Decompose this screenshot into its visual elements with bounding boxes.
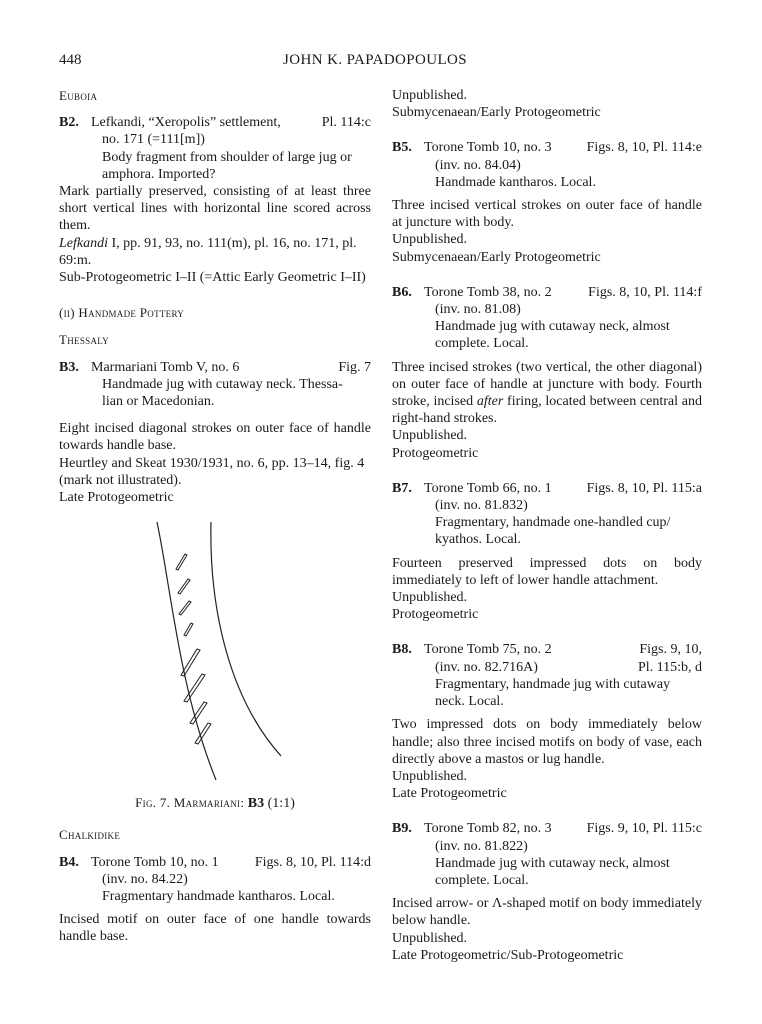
catalog-entry-b3 <box>59 359 371 507</box>
left-column <box>59 87 371 946</box>
right-column <box>392 87 702 964</box>
entry-plate-ref: Pl. 115:b, d <box>637 659 702 675</box>
entry-figure-ref: Figs. 8, 10, Pl. 115:a <box>586 480 702 496</box>
entry-title: Torone Tomb 10, no. 3 <box>424 140 552 156</box>
entry-date: Submycenaean/Early Protogeometric <box>392 249 601 265</box>
entry-description-line: neck. Local. <box>435 694 504 710</box>
catalog-entry-b2 <box>59 114 371 286</box>
entry-figure-ref: Pl. 114:c <box>321 115 371 131</box>
entry-description-line: Fragmentary, handmade jug with cutaway <box>435 676 671 692</box>
entry-description-line: Body fragment from shoulder of large jug or <box>102 149 352 165</box>
entry-description-line: complete. Local. <box>435 872 529 888</box>
catalog-entry-b4 <box>59 854 371 946</box>
entry-description-line: lian or Macedonian. <box>102 394 215 410</box>
handle-outline-left <box>157 522 216 780</box>
entry-date: Submycenaean/Early Protogeometric <box>392 105 601 121</box>
entry-publication: Unpublished. <box>392 232 468 248</box>
entry-inventory: (inv. no. 84.04) <box>435 157 521 173</box>
entry-description-line: Handmade jug with cutaway neck, almost <box>435 855 670 871</box>
entry-publication: Unpublished. <box>392 88 468 103</box>
entry-id: B8. <box>392 642 412 658</box>
entry-id: B6. <box>392 284 412 300</box>
catalog-entry-b6 <box>392 284 702 462</box>
incised-stroke <box>179 601 191 615</box>
catalog-entry-b5 <box>392 139 702 265</box>
entry-inventory: (inv. no. 81.822) <box>435 838 528 854</box>
incised-stroke <box>184 623 193 636</box>
catalog-entry-b7 <box>392 480 702 624</box>
entry-id: B9. <box>392 821 412 837</box>
section-heading-handmade: (ii) Handmade Pottery <box>59 305 185 321</box>
entry-title: Torone Tomb 75, no. 2 <box>424 642 552 658</box>
entry-bibliography <box>59 235 371 269</box>
entry-id: B3. <box>59 359 79 375</box>
entry-id: B2. <box>59 115 79 131</box>
bib-title: Lefkandi <box>59 235 108 251</box>
entry-bibliography: Heurtley and Skeat 1930/1931, no. 6, pp. 13–14, fig. 4 (mark not illustrated). <box>59 455 365 488</box>
entry-figure-ref: Fig. 7 <box>338 359 371 375</box>
entry-mark-description: Mark partially preserved, consisting of at least three short vertical lines with horizontal line scored across them. <box>59 184 371 234</box>
entry-figure-ref: Figs. 8, 10, Pl. 114:d <box>254 854 371 870</box>
section-heading-chalkidike: Chalkidike <box>59 827 121 843</box>
handle-outline-right <box>211 522 281 756</box>
entry-description-line: Fragmentary, handmade one-handled cup/ <box>435 515 671 531</box>
entry-title: Torone Tomb 66, no. 1 <box>424 480 552 496</box>
entry-date: Protogeometric <box>392 445 479 461</box>
entry-figure-ref: Figs. 8, 10, Pl. 114:e <box>586 140 702 156</box>
incised-stroke <box>176 554 187 570</box>
entry-description-line: Handmade jug with cutaway neck, almost <box>435 319 670 335</box>
page-number: 448 <box>59 52 82 68</box>
entry-publication: Unpublished. <box>392 930 468 946</box>
entry-id: B7. <box>392 480 412 496</box>
entry-mark-description: Eight incised diagonal strokes on outer face of handle towards handle base. <box>59 421 371 454</box>
section-heading-euboia: Euboia <box>59 88 98 103</box>
entry-inventory: no. 171 (=111[m]) <box>102 132 205 148</box>
entry-title: Torone Tomb 82, no. 3 <box>424 821 552 837</box>
entry-mark-description: Three incised strokes (two vertical, the other diagonal) on outer face of handle at juncture with body. Fourth stroke, incised after firing, located between central and right-hand strokes. <box>392 359 702 427</box>
figure-caption: Fig. 7. Marmariani: B3 (1:1) <box>135 795 295 812</box>
entry-inventory: (inv. no. 82.716A) <box>435 659 538 675</box>
incised-stroke <box>190 702 207 724</box>
entry-description-line: Handmade kantharos. Local. <box>435 174 596 190</box>
entry-figure-ref: Figs. 8, 10, Pl. 114:f <box>588 284 702 300</box>
incised-stroke <box>178 579 190 594</box>
entry-description-line: Handmade jug with cutaway neck. Thessa- <box>102 376 343 392</box>
entry-figure-ref: Figs. 9, 10, Pl. 115:c <box>586 821 702 837</box>
entry-date: Sub-Protogeometric I–II (=Attic Early Geometric I–II) <box>59 270 366 286</box>
entry-id: B5. <box>392 140 412 156</box>
bib-rest: I, pp. 91, 93, no. 111(m), pl. 16, no. 171, pl. 69:m. <box>59 235 357 268</box>
entry-date: Late Protogeometric/Sub-Protogeometric <box>392 947 624 963</box>
entry-mark-description: Three incised vertical strokes on outer face of handle at juncture with body. <box>392 198 702 231</box>
entry-title: Torone Tomb 10, no. 1 <box>91 854 219 870</box>
entry-mark-description: Incised arrow- or Λ-shaped motif on body immediately below handle. <box>392 896 702 929</box>
entry-mark-description: Incised motif on outer face of one handle towards handle base. <box>59 912 371 945</box>
entry-publication: Unpublished. <box>392 428 468 444</box>
entry-title: Lefkandi, “Xeropolis” settlement, <box>91 115 281 131</box>
entry-figure-ref: Figs. 9, 10, <box>639 642 702 658</box>
entry-description-line: amphora. Imported? <box>102 166 216 182</box>
entry-title: Torone Tomb 38, no. 2 <box>424 284 552 300</box>
entry-id: B4. <box>59 854 79 870</box>
entry-inventory: (inv. no. 81.08) <box>435 302 521 318</box>
catalog-entry-b9 <box>392 820 702 964</box>
entry-description-line: complete. Local. <box>435 336 529 352</box>
entry-description-line: Fragmentary handmade kantharos. Local. <box>102 889 335 905</box>
catalog-entry-b8 <box>392 641 702 802</box>
running-head: JOHN K. PAPADOPOULOS <box>283 52 468 68</box>
entry-mark-description: Two impressed dots on body immediately below handle; also three incised motifs on body of vase, each directly above a mastos or lug handle. <box>392 717 702 767</box>
entry-publication: Unpublished. <box>392 590 468 606</box>
entry-title: Marmariani Tomb V, no. 6 <box>91 359 240 375</box>
entry-date: Late Protogeometric <box>392 786 507 802</box>
section-heading-thessaly: Thessaly <box>59 332 109 348</box>
entry-publication: Unpublished. <box>392 768 468 784</box>
entry-inventory: (inv. no. 84.22) <box>102 871 188 887</box>
entry-description-line: kyathos. Local. <box>435 532 521 548</box>
handle-drawing <box>59 518 371 780</box>
entry-inventory: (inv. no. 81.832) <box>435 498 528 514</box>
entry-date: Protogeometric <box>392 607 479 623</box>
entry-mark-description: Fourteen preserved impressed dots on body immediately to left of lower handle attachment. <box>392 555 702 588</box>
entry-date: Late Protogeometric <box>59 490 174 506</box>
figure-7-drawing <box>59 518 371 780</box>
